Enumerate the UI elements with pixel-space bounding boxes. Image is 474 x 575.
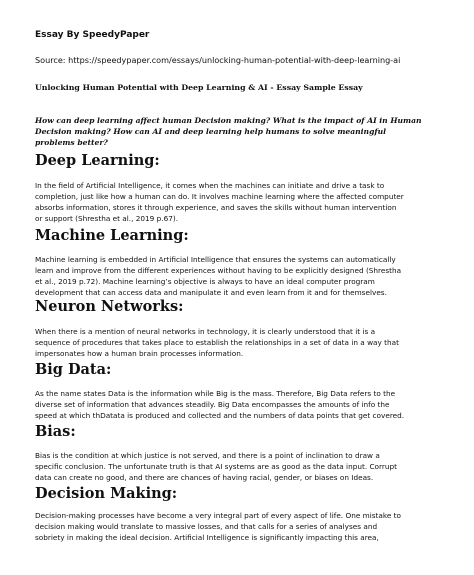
essay-title: Unlocking Human Potential with Deep Learning & AI - Essay Sample Essay: [35, 83, 363, 92]
section-heading-decision-making: Decision Making:: [35, 485, 178, 502]
paragraph-line: sequence of procedures that takes place to establish the relationships in a set of data in a way that: [35, 338, 399, 347]
section-paragraph-deep-learning: [35, 180, 445, 224]
paragraph-line: As the name states Data is the information while Big is the mass. Therefore, Big Data refers to the: [35, 389, 396, 398]
section-heading-bias: Bias:: [35, 423, 76, 440]
section-paragraph-machine-learning: [35, 254, 445, 298]
question-line: Decision making? How can AI and deep learning help humans to solve meaningful: [35, 127, 387, 136]
paragraph-line: decision making would translate to massive losses, and that calls for a series of analyses and: [35, 522, 378, 531]
section-heading-deep-learning: Deep Learning:: [35, 152, 160, 169]
paragraph-line: or support (Shrestha et al., 2019 p.67).: [35, 214, 179, 223]
paragraph-line: When there is a mention of neural networks in technology, it is clearly understood that it is a: [35, 327, 376, 336]
paragraph-line: Decision-making processes have become a very integral part of every aspect of life. One mistake to: [35, 511, 401, 520]
brand-header: Essay By SpeedyPaper: [35, 30, 150, 40]
guiding-questions: [35, 115, 440, 148]
paragraph-line: completion, just like how a human can do. It involves machine learning where the affected computer: [35, 192, 404, 201]
paragraph-line: absorbs information, stores it through experience, and saves the skills without human intervention: [35, 203, 397, 212]
section-paragraph-big-data: [35, 388, 445, 421]
paragraph-line: Machine learning is embedded in Artificial Intelligence that ensures the systems can automatically: [35, 255, 396, 264]
paragraph-line: impersonates how a human brain processes information.: [35, 349, 244, 358]
paragraph-line: et al., 2019 p.72). Machine learning’s objective is always to have an ideal computer program: [35, 277, 375, 286]
paragraph-line: Bias is the condition at which justice is not served, and there is a point of inclination to draw a: [35, 451, 380, 460]
question-line: problems better?: [35, 138, 108, 147]
section-paragraph-neuron-networks: [35, 326, 445, 359]
section-heading-big-data: Big Data:: [35, 361, 112, 378]
paragraph-line: speed at which thDatata is produced and collected and the numbers of data points that get covered.: [35, 411, 405, 420]
paragraph-line: development that can access data and manipulate it and even learn from it and for themselves.: [35, 288, 387, 297]
section-paragraph-decision-making: [35, 510, 445, 543]
paragraph-line: specific conclusion. The unfortunate truth is that AI systems are as good as the data input. Corrupt: [35, 462, 398, 471]
paragraph-line: data can create no good, and there are chances of having racial, gender, or biases on Ideas.: [35, 473, 374, 482]
question-line: How can deep learning affect human Decision making? What is the impact of AI in Human: [35, 116, 422, 125]
paragraph-line: sobriety in making the ideal decision. Artificial Intelligence is significantly impacting this area,: [35, 533, 379, 542]
paragraph-line: In the field of Artificial Intelligence, it comes when the machines can initiate and drive a task to: [35, 181, 385, 190]
paragraph-line: learn and improve from the different experiences without having to be explicitly designed (Shrestha: [35, 266, 402, 275]
paragraph-line: diverse set of information that advances steadily. Big Data encompasses the amounts of info the: [35, 400, 390, 409]
section-heading-neuron-networks: Neuron Networks:: [35, 298, 184, 315]
source-line: Source: https://speedypaper.com/essays/unlocking-human-potential-with-deep-learning-ai: [35, 55, 401, 65]
section-heading-machine-learning: Machine Learning:: [35, 227, 189, 244]
section-paragraph-bias: [35, 450, 445, 483]
